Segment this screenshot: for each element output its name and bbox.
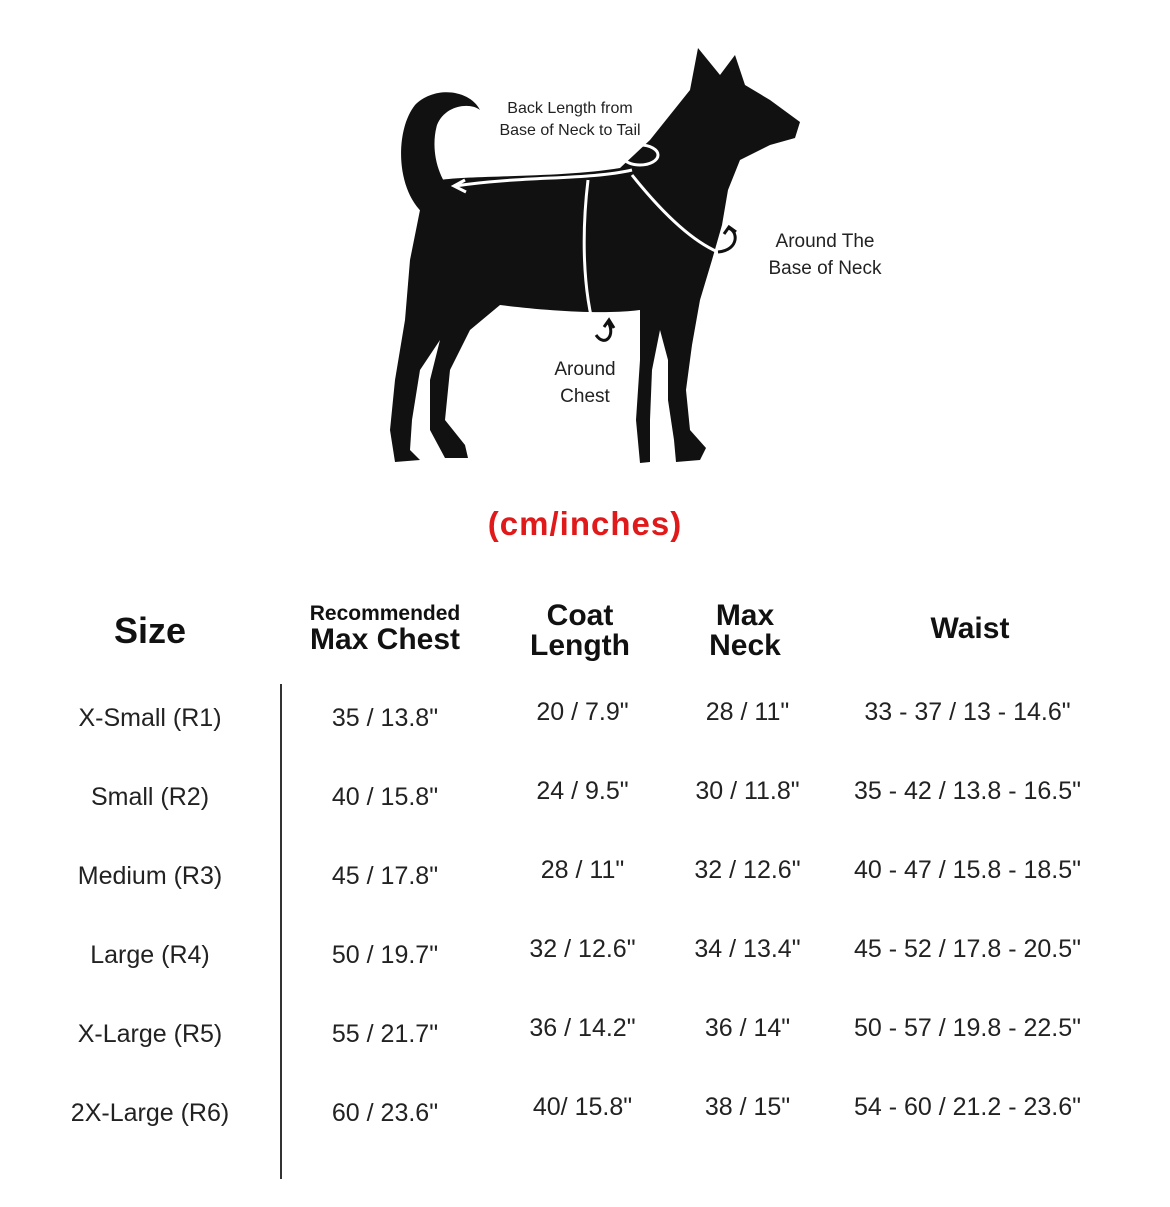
back-length-label-line2: Base of Neck to Tail [499,122,641,139]
header-coat-line1: Coat [546,599,614,632]
table-row [0,927,1170,967]
header-waist: Waist [930,612,1010,645]
header-max-chest [290,603,480,655]
chest-label-line1: Around [554,359,616,380]
cell-size: Medium (R3) [77,862,223,890]
cell-chest: 35 / 13.8" [331,704,439,732]
chest-arrow-icon [596,320,614,340]
back-length-label [470,98,670,142]
cell-neck: 32 / 12.6" [694,856,801,884]
table-row [0,1085,1170,1125]
neck-label-line2: Base of Neck [768,258,882,279]
cell-neck: 34 / 13.4" [694,935,801,963]
cell-coat: 36 / 14.2" [529,1014,636,1042]
cell-chest: 55 / 21.7" [331,1020,439,1048]
cell-neck: 36 / 14" [704,1014,791,1042]
cell-waist: 54 - 60 / 21.2 - 23.6" [853,1093,1082,1121]
cell-neck: 38 / 15" [704,1093,791,1121]
cell-size: X-Large (R5) [77,1020,223,1048]
header-size: Size [113,610,187,651]
cell-size: X-Small (R1) [78,704,222,732]
cell-size: 2X-Large (R6) [70,1099,230,1127]
cell-coat: 24 / 9.5" [536,777,629,805]
header-chest-big: Max Chest [309,623,461,656]
cell-waist: 40 - 47 / 15.8 - 18.5" [853,856,1082,884]
table-row [0,769,1170,809]
cell-neck: 28 / 11" [705,698,790,726]
header-coat-length [500,601,660,661]
cell-chest: 60 / 23.6" [331,1099,439,1127]
cell-waist: 33 - 37 / 13 - 14.6" [864,698,1071,726]
table-row [0,1006,1170,1046]
chest-label [525,356,645,410]
cell-coat: 32 / 12.6" [529,935,636,963]
cell-chest: 45 / 17.8" [331,862,439,890]
cell-size: Small (R2) [90,783,210,811]
units-label: (cm/inches) [487,505,683,542]
back-length-label-line1: Back Length from [507,100,633,117]
cell-waist: 45 - 52 / 17.8 - 20.5" [853,935,1082,963]
table-row [0,848,1170,888]
cell-chest: 50 / 19.7" [331,941,439,969]
header-max-neck [670,601,820,661]
neck-label-line1: Around The [775,231,875,252]
dog-measurement-diagram [0,0,1170,480]
neck-label [740,228,910,282]
chest-label-line2: Chest [560,386,610,407]
cell-neck: 30 / 11.8" [695,777,800,805]
neck-arrow-icon [718,227,736,252]
cell-size: Large (R4) [90,941,210,969]
cell-chest: 40 / 15.8" [331,783,439,811]
cell-coat: 20 / 7.9" [536,698,629,726]
table-row [0,690,1170,730]
cell-coat: 40/ 15.8" [532,1093,633,1121]
header-neck-line2: Neck [709,629,781,662]
cell-waist: 50 - 57 / 19.8 - 22.5" [853,1014,1082,1042]
cell-waist: 35 - 42 / 13.8 - 16.5" [853,777,1082,805]
header-chest-small: Recommended [309,602,461,625]
header-neck-line1: Max [715,599,775,632]
header-coat-line2: Length [530,629,630,662]
cell-coat: 28 / 11" [540,856,625,884]
